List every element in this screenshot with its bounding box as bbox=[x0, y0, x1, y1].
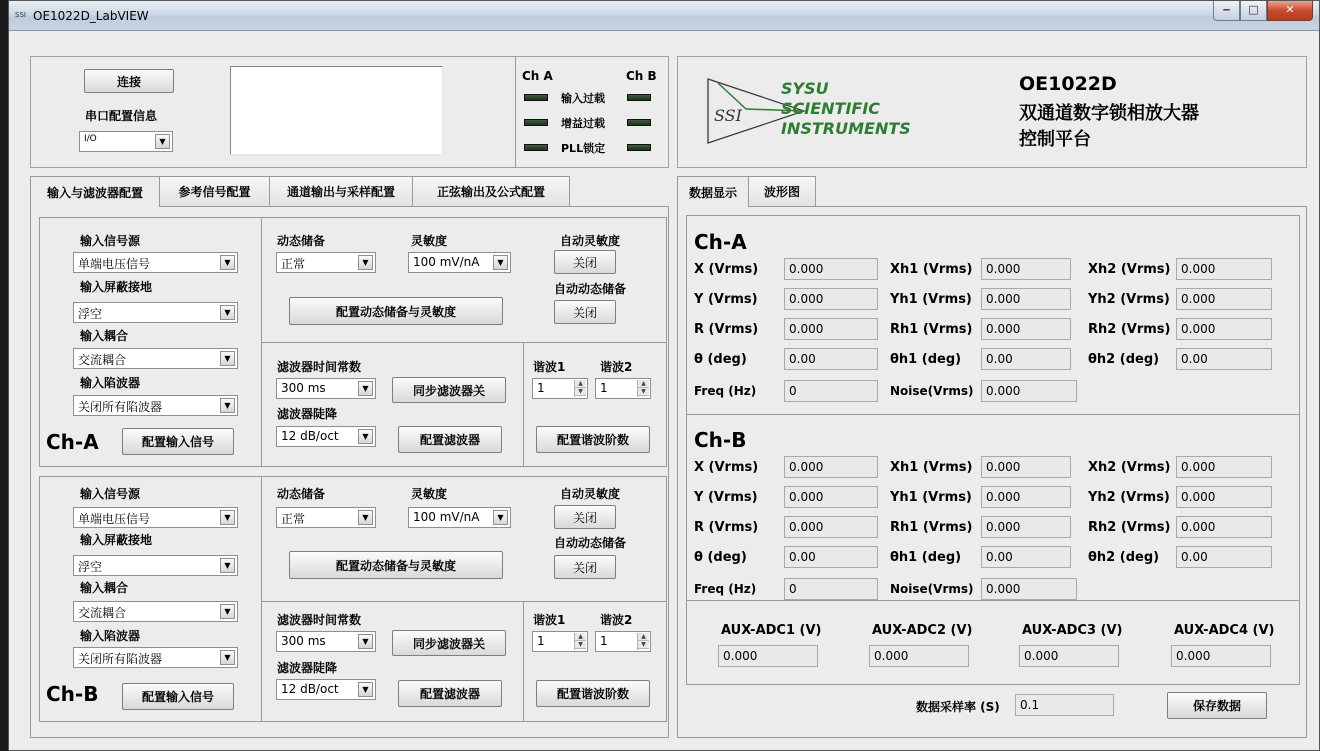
close-button[interactable] bbox=[1267, 1, 1313, 21]
logo-line-2: SCIENTIFIC bbox=[781, 99, 881, 118]
channel-label: Ch-B bbox=[46, 682, 99, 706]
logo-line-1: SYSU bbox=[781, 79, 829, 98]
config-filter-button[interactable]: 配置滤波器 bbox=[398, 680, 502, 707]
input-source-select[interactable] bbox=[73, 507, 238, 528]
data-channel-title: Ch-A bbox=[694, 230, 747, 254]
harmonic-2-input[interactable] bbox=[595, 631, 651, 652]
minimize-button[interactable] bbox=[1213, 1, 1240, 21]
measurement-value: 0.000 bbox=[1176, 318, 1272, 340]
channel-label: Ch-A bbox=[46, 430, 99, 454]
slope-select[interactable] bbox=[276, 679, 376, 700]
shield-ground-label: 输入屏蔽接地 bbox=[80, 280, 153, 294]
auto-dyn-reserve-button[interactable]: 关闭 bbox=[554, 300, 616, 324]
measurement-label: Rh1 (Vrms) bbox=[890, 520, 973, 535]
input-source-label: 输入信号源 bbox=[80, 234, 141, 248]
config-harmonic-button[interactable]: 配置谐波阶数 bbox=[536, 680, 650, 707]
measurement-value: 0.00 bbox=[784, 546, 878, 568]
harmonic-2-input[interactable] bbox=[595, 378, 651, 399]
shield-ground-select[interactable] bbox=[73, 302, 238, 323]
tab-sine-formula[interactable]: 正弦输出及公式配置 bbox=[412, 176, 570, 206]
auto-dyn-reserve-button[interactable]: 关闭 bbox=[554, 555, 616, 579]
aux-adc-label: AUX-ADC2 (V) bbox=[872, 623, 973, 638]
model-title: OE1022D bbox=[1019, 73, 1117, 95]
measurement-value: 0.000 bbox=[981, 318, 1071, 340]
spinner-arrows-icon[interactable]: ▲ ▼ bbox=[574, 633, 586, 650]
measurement-value: 0.00 bbox=[981, 348, 1071, 370]
dyn-reserve-value: 正常 bbox=[281, 257, 306, 271]
auto-sensitivity-label: 自动灵敏度 bbox=[560, 234, 621, 248]
divider bbox=[523, 342, 524, 466]
time-constant-value: 300 ms bbox=[281, 634, 326, 648]
measurement-value: 0.000 bbox=[1176, 456, 1272, 478]
harmonic-2-label: 谐波2 bbox=[600, 613, 633, 627]
title-bar[interactable] bbox=[9, 1, 1319, 31]
auto-sensitivity-button[interactable]: 关闭 bbox=[554, 250, 616, 274]
measurement-label: X (Vrms) bbox=[694, 262, 759, 277]
tab-input-filter[interactable]: 输入与滤波器配置 bbox=[30, 176, 160, 207]
harmonic-1-input[interactable] bbox=[532, 631, 588, 652]
sensitivity-label: 灵敏度 bbox=[411, 487, 448, 501]
chevron-down-icon: ▼ bbox=[220, 305, 235, 320]
chevron-down-icon: ▼ bbox=[493, 510, 508, 525]
harmonic-1-label: 谐波1 bbox=[533, 613, 566, 627]
measurement-label: Yh1 (Vrms) bbox=[890, 292, 972, 307]
spinner-arrows-icon[interactable]: ▲ ▼ bbox=[574, 380, 586, 397]
time-constant-select[interactable] bbox=[276, 631, 376, 652]
measurement-label: Yh2 (Vrms) bbox=[1088, 292, 1170, 307]
ch-a-config bbox=[39, 217, 667, 467]
measurement-value: 0.00 bbox=[981, 546, 1071, 568]
harmonic-1-value: 1 bbox=[537, 381, 545, 395]
aux-adc-value: 0.000 bbox=[1171, 645, 1271, 667]
chevron-down-icon: ▼ bbox=[358, 381, 373, 396]
time-constant-label: 滤波器时间常数 bbox=[277, 360, 362, 374]
chevron-down-icon: ▼ bbox=[220, 351, 235, 366]
coupling-select[interactable] bbox=[73, 601, 238, 622]
measurement-label: Rh2 (Vrms) bbox=[1088, 520, 1171, 535]
sync-filter-button[interactable]: 同步滤波器关 bbox=[392, 630, 506, 656]
aux-adc-value: 0.000 bbox=[1019, 645, 1119, 667]
divider bbox=[261, 342, 666, 343]
measurement-value: 0.000 bbox=[981, 516, 1071, 538]
ch-a-input-overload-led bbox=[524, 94, 548, 101]
shield-ground-value: 浮空 bbox=[78, 560, 103, 574]
input-overload-label: 输入过载 bbox=[561, 92, 605, 105]
measurement-label: Xh1 (Vrms) bbox=[890, 460, 973, 475]
maximize-button[interactable] bbox=[1240, 1, 1267, 21]
chevron-down-icon: ▼ bbox=[358, 634, 373, 649]
slope-value: 12 dB/oct bbox=[281, 429, 339, 443]
header-panel bbox=[677, 56, 1307, 168]
app-window bbox=[8, 0, 1320, 751]
dyn-reserve-label: 动态储备 bbox=[277, 487, 326, 501]
chevron-down-icon: ▼ bbox=[220, 604, 235, 619]
spinner-arrows-icon[interactable]: ▲ ▼ bbox=[637, 633, 649, 650]
header-subtitle-2: 控制平台 bbox=[1019, 129, 1091, 150]
auto-dyn-reserve-label: 自动动态储备 bbox=[554, 536, 627, 550]
harmonic-1-input[interactable] bbox=[532, 378, 588, 399]
tab-waveform[interactable]: 波形图 bbox=[748, 176, 816, 206]
coupling-select[interactable] bbox=[73, 348, 238, 369]
aux-adc-label: AUX-ADC3 (V) bbox=[1022, 623, 1123, 638]
shield-ground-label: 输入屏蔽接地 bbox=[80, 533, 153, 547]
sample-rate-label: 数据采样率 (S) bbox=[916, 700, 1000, 714]
coupling-label: 输入耦合 bbox=[80, 329, 129, 343]
harmonic-1-label: 谐波1 bbox=[533, 360, 566, 374]
divider bbox=[261, 477, 262, 721]
notch-select[interactable] bbox=[73, 395, 238, 416]
dyn-reserve-value: 正常 bbox=[281, 512, 306, 526]
serial-info-box bbox=[230, 66, 443, 155]
sync-filter-button[interactable]: 同步滤波器关 bbox=[392, 377, 506, 403]
notch-value: 关闭所有陷波器 bbox=[78, 400, 163, 414]
data-display-box bbox=[686, 215, 1300, 685]
measurement-label: Xh2 (Vrms) bbox=[1088, 262, 1171, 277]
measurement-label: Xh2 (Vrms) bbox=[1088, 460, 1171, 475]
measurement-value: 0.000 bbox=[784, 456, 878, 478]
spinner-arrows-icon[interactable]: ▲ ▼ bbox=[637, 380, 649, 397]
measurement-value: 0.000 bbox=[1176, 486, 1272, 508]
serial-config-label: 串口配置信息 bbox=[85, 109, 158, 123]
measurement-value: 0.000 bbox=[1176, 258, 1272, 280]
measurement-label: R (Vrms) bbox=[694, 322, 759, 337]
auto-sensitivity-label: 自动灵敏度 bbox=[560, 487, 621, 501]
ch-b-input-overload-led bbox=[627, 94, 651, 101]
noise-value: 0.000 bbox=[981, 380, 1077, 402]
config-input-button[interactable]: 配置输入信号 bbox=[122, 683, 234, 710]
measurement-value: 0.000 bbox=[784, 318, 878, 340]
measurement-value: 0.000 bbox=[981, 258, 1071, 280]
measurement-value: 0.000 bbox=[784, 258, 878, 280]
dyn-reserve-label: 动态储备 bbox=[277, 234, 326, 248]
slope-value: 12 dB/oct bbox=[281, 682, 339, 696]
aux-adc-value: 0.000 bbox=[718, 645, 818, 667]
sensitivity-value: 100 mV/nA bbox=[413, 255, 480, 269]
maximize-icon: □ bbox=[1248, 3, 1259, 16]
chevron-down-icon: ▼ bbox=[220, 650, 235, 665]
measurement-value: 0.00 bbox=[784, 348, 878, 370]
serial-port-value: I/O bbox=[84, 134, 97, 144]
measurement-label: Rh2 (Vrms) bbox=[1088, 322, 1171, 337]
logo-box-text: SSI bbox=[714, 106, 742, 125]
time-constant-value: 300 ms bbox=[281, 381, 326, 395]
measurement-value: 0.000 bbox=[1176, 288, 1272, 310]
shield-ground-select[interactable] bbox=[73, 555, 238, 576]
measurement-label: Rh1 (Vrms) bbox=[890, 322, 973, 337]
chevron-down-icon: ▼ bbox=[358, 682, 373, 697]
notch-label: 输入陷波器 bbox=[80, 629, 141, 643]
measurement-label: θh1 (deg) bbox=[890, 352, 962, 367]
measurement-value: 0.00 bbox=[1176, 546, 1272, 568]
chevron-down-icon: ▼ bbox=[220, 398, 235, 413]
measurement-value: 0.000 bbox=[1176, 516, 1272, 538]
notch-label: 输入陷波器 bbox=[80, 376, 141, 390]
connect-button[interactable]: 连接 bbox=[84, 69, 174, 93]
close-icon: ✕ bbox=[1285, 3, 1295, 16]
sensitivity-value: 100 mV/nA bbox=[413, 510, 480, 524]
aux-adc-label: AUX-ADC1 (V) bbox=[721, 623, 822, 638]
ch-b-config bbox=[39, 476, 667, 722]
freq-label: Freq (Hz) bbox=[694, 582, 757, 596]
input-source-select[interactable] bbox=[73, 252, 238, 273]
chevron-down-icon: ▼ bbox=[358, 255, 373, 270]
config-harmonic-button[interactable]: 配置谐波阶数 bbox=[536, 426, 650, 453]
chevron-down-icon: ▼ bbox=[358, 510, 373, 525]
window-title: OE1022D_LabVIEW bbox=[33, 9, 149, 23]
measurement-label: X (Vrms) bbox=[694, 460, 759, 475]
data-channel-title: Ch-B bbox=[694, 428, 747, 452]
config-dyn-sens-button[interactable]: 配置动态储备与灵敏度 bbox=[289, 297, 503, 325]
harmonic-2-label: 谐波2 bbox=[600, 360, 633, 374]
config-input-button[interactable]: 配置输入信号 bbox=[122, 428, 234, 455]
logo-line-3: INSTRUMENTS bbox=[781, 119, 911, 138]
ch-b-pll-lock-led bbox=[627, 144, 651, 151]
input-source-value: 单端电压信号 bbox=[78, 257, 151, 271]
ch-a-pll-lock-led bbox=[524, 144, 548, 151]
measurement-value: 0.00 bbox=[1176, 348, 1272, 370]
minimize-icon: ‒ bbox=[1222, 3, 1231, 16]
measurement-label: Yh2 (Vrms) bbox=[1088, 490, 1170, 505]
window-controls bbox=[1213, 1, 1313, 21]
auto-sensitivity-button[interactable]: 关闭 bbox=[554, 505, 616, 529]
freq-label: Freq (Hz) bbox=[694, 384, 757, 398]
config-filter-button[interactable]: 配置滤波器 bbox=[398, 426, 502, 453]
tab-output-sampling[interactable]: 通道输出与采样配置 bbox=[269, 176, 413, 206]
aux-adc-value: 0.000 bbox=[869, 645, 969, 667]
ch-b-gain-overload-led bbox=[627, 119, 651, 126]
dyn-reserve-select[interactable] bbox=[276, 252, 376, 273]
gain-overload-label: 增益过载 bbox=[561, 117, 605, 130]
slope-label: 滤波器陡降 bbox=[277, 407, 338, 421]
measurement-label: θh2 (deg) bbox=[1088, 550, 1160, 565]
serial-port-select[interactable] bbox=[79, 131, 173, 152]
divider bbox=[261, 601, 666, 602]
config-dyn-sens-button[interactable]: 配置动态储备与灵敏度 bbox=[289, 551, 503, 579]
input-source-label: 输入信号源 bbox=[80, 487, 141, 501]
dyn-reserve-select[interactable] bbox=[276, 507, 376, 528]
slope-label: 滤波器陡降 bbox=[277, 661, 338, 675]
freq-value: 0 bbox=[784, 380, 878, 402]
ch-b-status-header: Ch B bbox=[626, 69, 657, 83]
measurement-label: θh2 (deg) bbox=[1088, 352, 1160, 367]
measurement-label: θh1 (deg) bbox=[890, 550, 962, 565]
measurement-label: Yh1 (Vrms) bbox=[890, 490, 972, 505]
sensitivity-label: 灵敏度 bbox=[411, 234, 448, 248]
pll-lock-label: PLL锁定 bbox=[561, 142, 606, 155]
measurement-label: R (Vrms) bbox=[694, 520, 759, 535]
tab-data-display[interactable]: 数据显示 bbox=[677, 176, 749, 207]
measurement-value: 0.000 bbox=[784, 288, 878, 310]
app-icon: SSI bbox=[15, 11, 26, 19]
sensitivity-select[interactable] bbox=[408, 507, 511, 528]
coupling-value: 交流耦合 bbox=[78, 353, 127, 367]
coupling-label: 输入耦合 bbox=[80, 581, 129, 595]
connection-panel bbox=[30, 56, 669, 168]
harmonic-2-value: 1 bbox=[600, 381, 608, 395]
slope-select[interactable] bbox=[276, 426, 376, 447]
ch-a-status-header: Ch A bbox=[522, 69, 553, 83]
chevron-down-icon: ▼ bbox=[220, 510, 235, 525]
measurement-value: 0.000 bbox=[784, 486, 878, 508]
noise-label: Noise(Vrms) bbox=[890, 582, 974, 596]
chevron-down-icon: ▼ bbox=[220, 558, 235, 573]
chevron-down-icon: ▼ bbox=[155, 134, 170, 149]
chevron-down-icon: ▼ bbox=[358, 429, 373, 444]
divider bbox=[687, 600, 1299, 601]
ch-a-gain-overload-led bbox=[524, 119, 548, 126]
time-constant-select[interactable] bbox=[276, 378, 376, 399]
measurement-value: 0.000 bbox=[981, 486, 1071, 508]
divider bbox=[687, 414, 1299, 415]
measurement-value: 0.000 bbox=[981, 456, 1071, 478]
header-subtitle-1: 双通道数字锁相放大器 bbox=[1019, 103, 1199, 124]
divider bbox=[515, 57, 516, 167]
measurement-label: Y (Vrms) bbox=[694, 490, 758, 505]
measurement-label: Xh1 (Vrms) bbox=[890, 262, 973, 277]
measurement-label: θ (deg) bbox=[694, 550, 747, 565]
noise-label: Noise(Vrms) bbox=[890, 384, 974, 398]
divider bbox=[523, 601, 524, 721]
harmonic-1-value: 1 bbox=[537, 634, 545, 648]
chevron-down-icon: ▼ bbox=[220, 255, 235, 270]
sample-rate-input[interactable]: 0.1 bbox=[1015, 694, 1114, 716]
aux-adc-label: AUX-ADC4 (V) bbox=[1174, 623, 1275, 638]
measurement-value: 0.000 bbox=[784, 516, 878, 538]
notch-select[interactable] bbox=[73, 647, 238, 668]
measurement-label: θ (deg) bbox=[694, 352, 747, 367]
sensitivity-select[interactable] bbox=[408, 252, 511, 273]
chevron-down-icon: ▼ bbox=[493, 255, 508, 270]
coupling-value: 交流耦合 bbox=[78, 606, 127, 620]
shield-ground-value: 浮空 bbox=[78, 307, 103, 321]
time-constant-label: 滤波器时间常数 bbox=[277, 613, 362, 627]
tab-reference[interactable]: 参考信号配置 bbox=[159, 176, 270, 206]
noise-value: 0.000 bbox=[981, 578, 1077, 600]
auto-dyn-reserve-label: 自动动态储备 bbox=[554, 282, 627, 296]
save-data-button[interactable]: 保存数据 bbox=[1167, 692, 1267, 719]
measurement-value: 0.000 bbox=[981, 288, 1071, 310]
input-source-value: 单端电压信号 bbox=[78, 512, 151, 526]
harmonic-2-value: 1 bbox=[600, 634, 608, 648]
measurement-label: Y (Vrms) bbox=[694, 292, 758, 307]
freq-value: 0 bbox=[784, 578, 878, 600]
notch-value: 关闭所有陷波器 bbox=[78, 652, 163, 666]
